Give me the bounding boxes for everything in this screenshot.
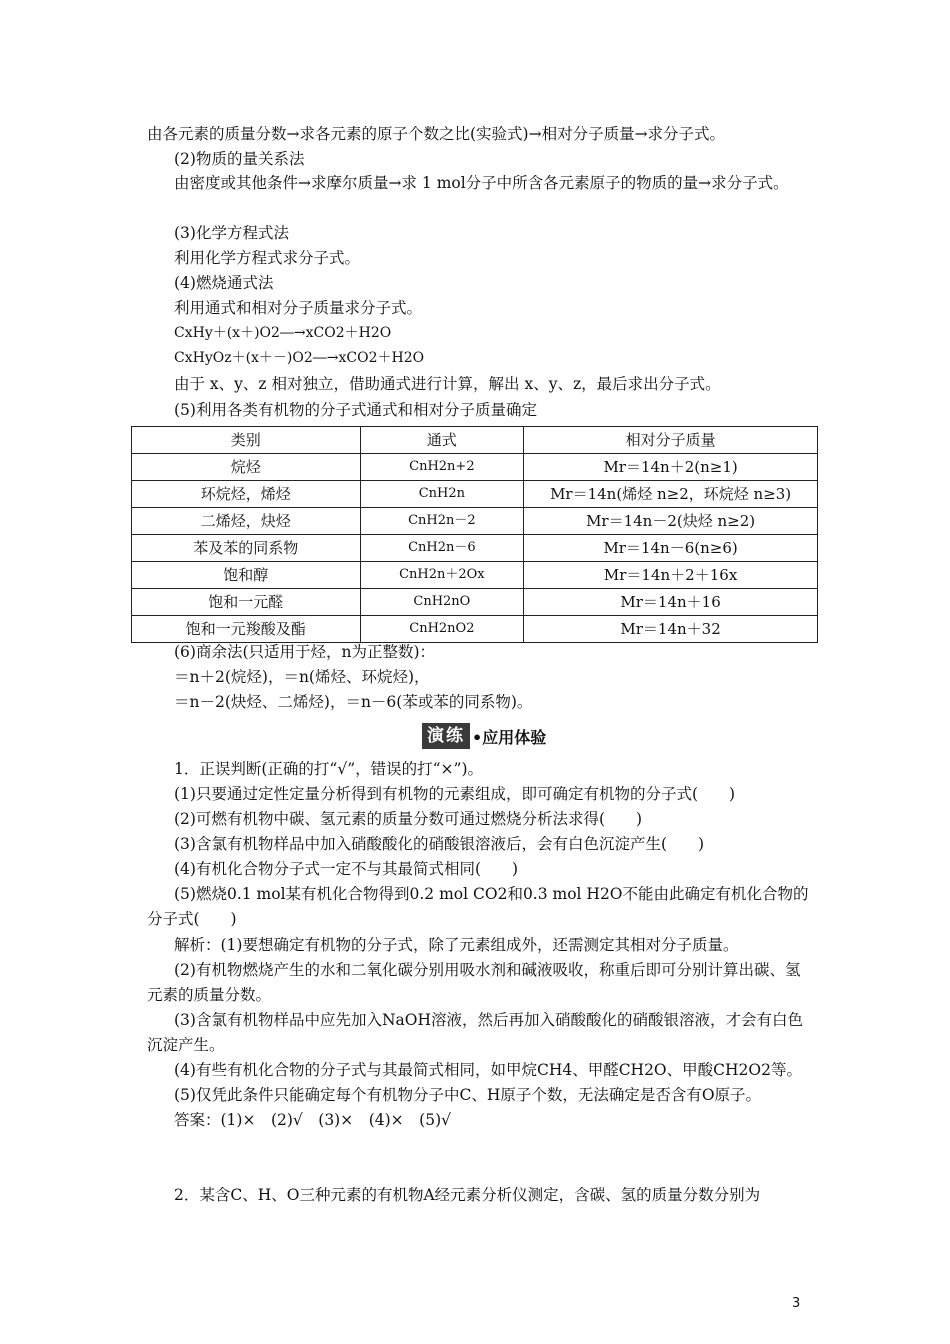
question1-item3: (3)含氯有机物样品中加入硝酸酸化的硝酸银溶液后，会有白色沉淀产生( ): [174, 835, 705, 853]
table-cell-mass: Mr＝14n＋16: [524, 589, 818, 616]
method4-explanation: 由于 x、y、z 相对独立，借助通式进行计算，解出 x、y、z，最后求出分子式。: [174, 375, 721, 393]
table-cell-formula: CnH2n: [360, 481, 524, 508]
table-cell-mass: Mr＝14n＋32: [524, 616, 818, 643]
method2-heading: (2)物质的量关系法: [174, 150, 305, 168]
method3-heading: (3)化学方程式法: [174, 224, 289, 242]
method4-text: 利用通式和相对分子质量求分子式。: [174, 299, 423, 317]
table-cell-formula: CnH2nO2: [360, 616, 524, 643]
table-header: 相对分子质量: [524, 427, 818, 454]
analysis-5: (5)仅凭此条件只能确定每个有机物分子中C、H原子个数，无法确定是否含有O原子。: [174, 1086, 762, 1104]
table-header: 类别: [132, 427, 361, 454]
analysis-3: (3)含氯有机物样品中应先加入NaOH溶液，然后再加入硝酸酸化的硝酸银溶液，才会有白色沉淀产生。: [147, 1011, 803, 1054]
table-row: [132, 562, 818, 589]
section-title: •应用体验: [472, 727, 547, 747]
table-header-row: [132, 427, 818, 454]
table-cell-formula: CnH2n－6: [360, 535, 524, 562]
combustion-equation-hydrocarbon: CxHy＋(x＋)O2―→xCO2＋H2O: [174, 325, 392, 341]
section-heading: [422, 722, 546, 750]
combustion-equation-oxygenated: CxHyOz＋(x＋－)O2―→xCO2＋H2O: [174, 350, 425, 366]
table-cell-class: 饱和醇: [132, 562, 361, 589]
answer-line: 答案：(1)× (2)√ (3)× (4)× (5)√: [174, 1111, 451, 1129]
section-badge: 演练: [422, 723, 470, 749]
method5-heading: (5)利用各类有机物的分子式通式和相对分子质量确定: [174, 401, 537, 419]
table-row: [132, 589, 818, 616]
table-cell-formula: CnH2nO: [360, 589, 524, 616]
method6-line2: ＝n－2(炔烃、二烯烃)，＝n－6(苯或苯的同系物)。: [174, 693, 533, 711]
table-cell-mass: Mr＝14n－6(n≥6): [524, 535, 818, 562]
table-cell-class: 苯及苯的同系物: [132, 535, 361, 562]
table-cell-mass: Mr＝14n(烯烃 n≥2，环烷烃 n≥3): [524, 481, 818, 508]
analysis-2: (2)有机物燃烧产生的水和二氧化碳分别用吸水剂和碱液吸收，称重后即可分别计算出碳、氢元素的质量分数。: [147, 961, 801, 1004]
table-cell-formula: CnH2n+2: [360, 454, 524, 481]
question1-item1: (1)只要通过定性定量分析得到有机物的元素组成，即可确定有机物的分子式( ): [174, 785, 736, 803]
table-row: [132, 508, 818, 535]
table-cell-class: 饱和一元醛: [132, 589, 361, 616]
question1-item4: (4)有机化合物分子式一定不与其最简式相同( ): [174, 860, 519, 878]
method1-text: 由各元素的质量分数→求各元素的原子个数之比(实验式)→相对分子质量→求分子式。: [147, 125, 726, 143]
table-cell-formula: CnH2n＋2Ox: [360, 562, 524, 589]
table-cell-class: 环烷烃，烯烃: [132, 481, 361, 508]
method2-text: 由密度或其他条件→求摩尔质量→求 1 mol分子中所含各元素原子的物质的量→求分子式。: [174, 174, 789, 192]
table-row: [132, 454, 818, 481]
table-cell-mass: Mr＝14n＋2(n≥1): [524, 454, 818, 481]
table-header: 通式: [360, 427, 524, 454]
table-row: [132, 481, 818, 508]
question1-item2: (2)可燃有机物中碳、氢元素的质量分数可通过燃烧分析法求得( ): [174, 810, 643, 828]
table-cell-class: 二烯烃，炔烃: [132, 508, 361, 535]
question1-item5: (5)燃烧0.1 mol某有机化合物得到0.2 mol CO2和0.3 mol H2O不能由此确定有机化合物的分子式( ): [147, 885, 809, 928]
organic-formula-table: [131, 426, 818, 643]
table-cell-class: 饱和一元羧酸及酯: [132, 616, 361, 643]
method6-heading: (6)商余法(只适用于烃，n为正整数)：: [174, 643, 436, 661]
table-row: [132, 535, 818, 562]
question1-stem: 1．正误判断(正确的打“√”，错误的打“×”)。: [174, 760, 484, 778]
method3-text: 利用化学方程式求分子式。: [174, 249, 361, 267]
method4-heading: (4)燃烧通式法: [174, 274, 274, 292]
table-cell-mass: Mr＝14n－2(炔烃 n≥2): [524, 508, 818, 535]
table-row: [132, 616, 818, 643]
page-number: 3: [792, 1296, 801, 1311]
table-cell-mass: Mr＝14n＋2＋16x: [524, 562, 818, 589]
analysis-1: 解析：(1)要想确定有机物的分子式，除了元素组成外，还需测定其相对分子质量。: [174, 936, 739, 954]
table-cell-formula: CnH2n－2: [360, 508, 524, 535]
table-cell-class: 烷烃: [132, 454, 361, 481]
question2-stem: 2．某含C、H、O三种元素的有机物A经元素分析仪测定，含碳、氢的质量分数分别为: [174, 1186, 761, 1204]
analysis-4: (4)有些有机化合物的分子式与其最简式相同，如甲烷CH4、甲醛CH2O、甲酸CH2O2等。: [174, 1061, 802, 1079]
method6-line1: ＝n＋2(烷烃)，＝n(烯烃、环烷烃)，: [174, 668, 430, 686]
